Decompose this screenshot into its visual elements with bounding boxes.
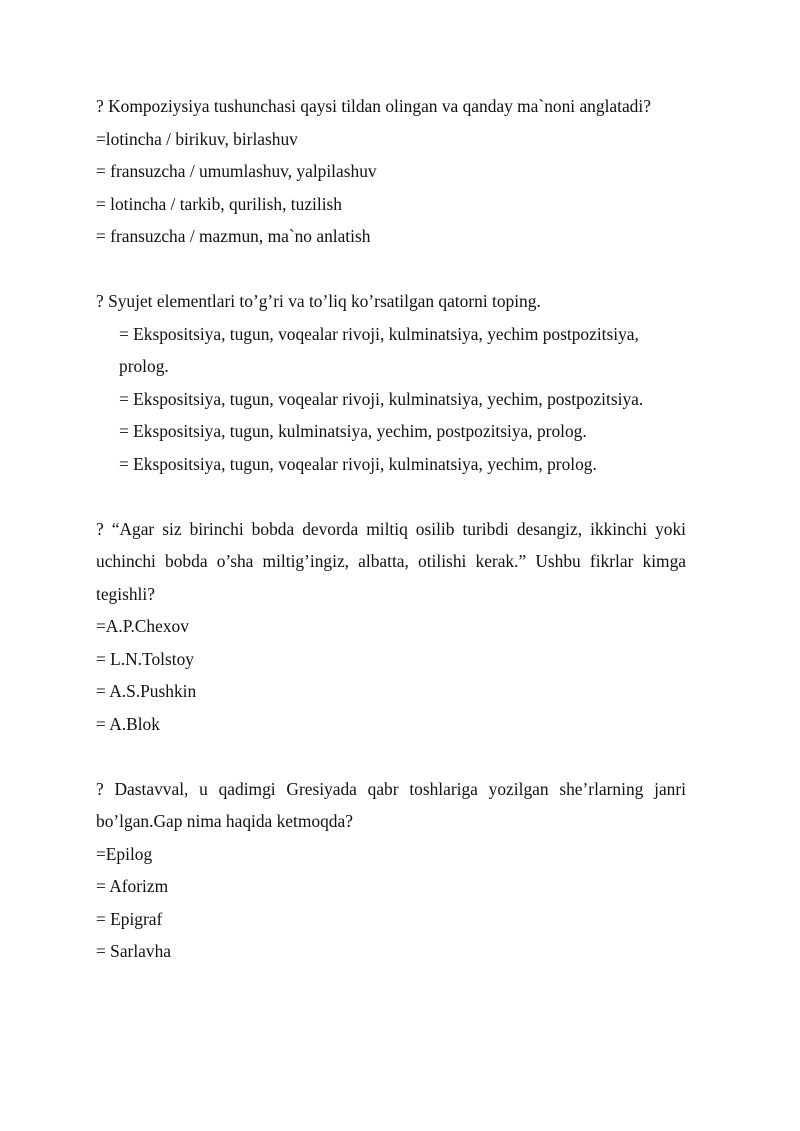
- answer-option: = A.Blok: [96, 713, 160, 734]
- answer-option: = A.S.Pushkin: [96, 681, 197, 701]
- answer-option: =A.P.Chexov: [96, 616, 189, 636]
- answer-option: = Ekspositsiya, tugun, kulminatsiya, yechim, postpozitsiya, prolog.: [119, 421, 587, 441]
- question-text: ? Dastavval, u qadimgi Gresiyada qabr toshlariga yozilgan she’rlarning janri bo’lgan.Gap nima haqida ketmoqda?: [96, 778, 686, 831]
- answer-option: =Epilog: [96, 843, 153, 864]
- answer-option: = Ekspositsiya, tugun, voqealar rivoji, kulminatsiya, yechim, prolog.: [119, 453, 597, 474]
- question-text: ? “Agar siz birinchi bobda devorda miltiq osilib turibdi desangiz, ikkinchi yoki uchinchi bobda o’sha miltig’ingiz, albatta, otilishi kerak.” Ushbu fikrlar kimga tegishli?: [96, 518, 686, 604]
- question-block: [96, 285, 686, 480]
- question-text: ? Syujet elementlari to’g’ri va to’liq ko’rsatilgan qatorni toping.: [96, 291, 541, 311]
- spacer: [96, 253, 686, 286]
- answer-option: =lotincha / birikuv, birlashuv: [96, 128, 298, 149]
- answer-option: = Aforizm: [96, 876, 169, 896]
- spacer: [96, 480, 686, 513]
- question-block: [96, 773, 686, 968]
- question-text: ? Kompoziysiya tushunchasi qaysi tildan olingan va qanday ma`noni anglatadi?: [96, 96, 651, 116]
- spacer: [96, 740, 686, 773]
- document-content: [96, 90, 686, 968]
- answer-option: = L.N.Tolstoy: [96, 648, 194, 669]
- answer-option: = fransuzcha / mazmun, ma`no anlatish: [96, 226, 371, 246]
- answer-option: = fransuzcha / umumlashuv, yalpilashuv: [96, 161, 377, 181]
- answer-option: = Epigraf: [96, 908, 163, 929]
- answer-option: = Sarlavha: [96, 941, 171, 961]
- question-block: [96, 90, 686, 253]
- answer-option: = Ekspositsiya, tugun, voqealar rivoji, kulminatsiya, yechim postpozitsiya, prolog.: [119, 323, 639, 376]
- answer-options: [96, 318, 686, 481]
- answer-options: [96, 123, 686, 253]
- answer-options: [96, 838, 686, 968]
- answer-option: = lotincha / tarkib, qurilish, tuzilish: [96, 193, 342, 214]
- question-block: [96, 513, 686, 741]
- answer-option: = Ekspositsiya, tugun, voqealar rivoji, kulminatsiya, yechim, postpozitsiya.: [119, 388, 644, 409]
- answer-options: [96, 610, 686, 740]
